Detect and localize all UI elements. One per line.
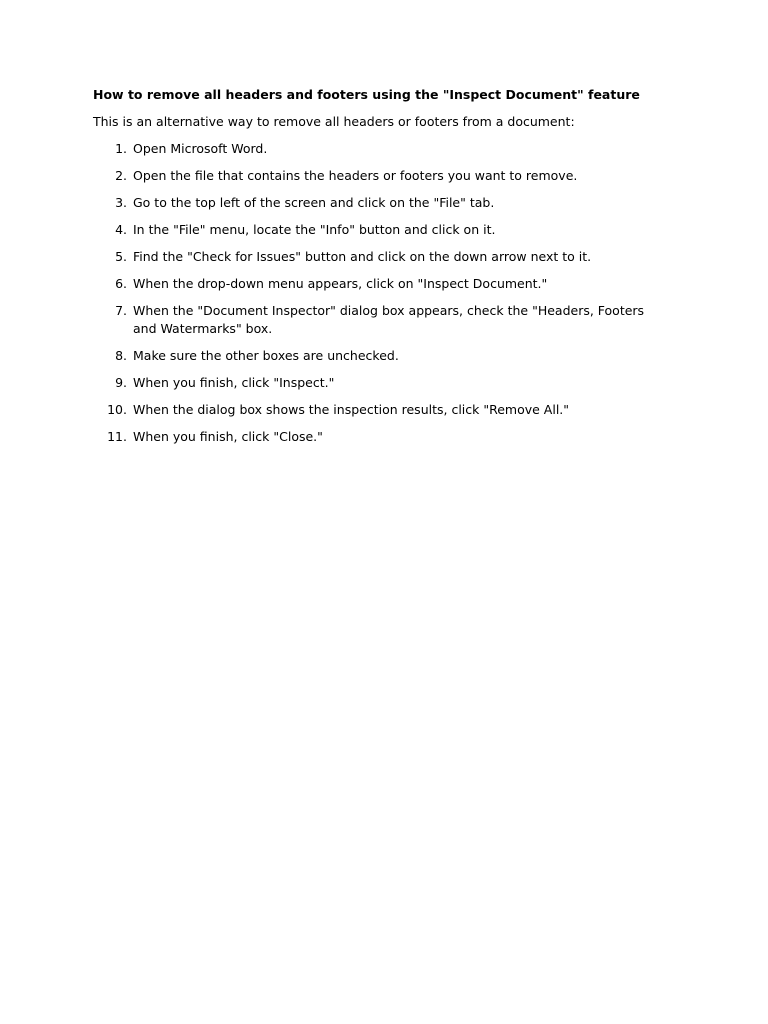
document-heading: How to remove all headers and footers using the "Inspect Document" feature [93, 87, 640, 102]
list-text: Find the "Check for Issues" button and click on the down arrow next to it. [133, 249, 592, 264]
list-text: Open Microsoft Word. [133, 141, 268, 156]
list-number: 9. [115, 375, 127, 390]
list-number: 7. [115, 303, 127, 318]
list-item [93, 167, 653, 185]
list-text: In the "File" menu, locate the "Info" button and click on it. [133, 222, 496, 237]
list-item [93, 302, 653, 338]
list-text: When the drop-down menu appears, click on "Inspect Document." [133, 276, 548, 291]
intro-paragraph: This is an alternative way to remove all headers or footers from a document: [93, 114, 575, 129]
list-item [93, 221, 653, 239]
list-item [93, 347, 653, 365]
list-item [93, 140, 653, 158]
list-number: 5. [115, 249, 127, 264]
list-item [93, 194, 653, 212]
list-text: Make sure the other boxes are unchecked. [133, 348, 399, 363]
list-text: Go to the top left of the screen and click on the "File" tab. [133, 195, 495, 210]
list-number: 4. [115, 222, 127, 237]
list-number: 3. [115, 195, 127, 210]
list-number: 10. [107, 402, 127, 417]
list-text: When the "Document Inspector" dialog box appears, check the "Headers, Footers and Watermarks" box. [133, 303, 645, 336]
list-text: When you finish, click "Inspect." [133, 375, 335, 390]
list-number: 6. [115, 276, 127, 291]
list-number: 1. [115, 141, 127, 156]
steps-list [93, 140, 653, 446]
document-body [93, 86, 653, 455]
list-number: 11. [107, 429, 127, 444]
list-number: 8. [115, 348, 127, 363]
list-item [93, 248, 653, 266]
list-item [93, 374, 653, 392]
list-text: When the dialog box shows the inspection results, click "Remove All." [133, 402, 570, 417]
list-item [93, 428, 653, 446]
list-text: Open the file that contains the headers or footers you want to remove. [133, 168, 578, 183]
list-item [93, 275, 653, 293]
list-number: 2. [115, 168, 127, 183]
list-item [93, 401, 653, 419]
list-text: When you finish, click "Close." [133, 429, 323, 444]
